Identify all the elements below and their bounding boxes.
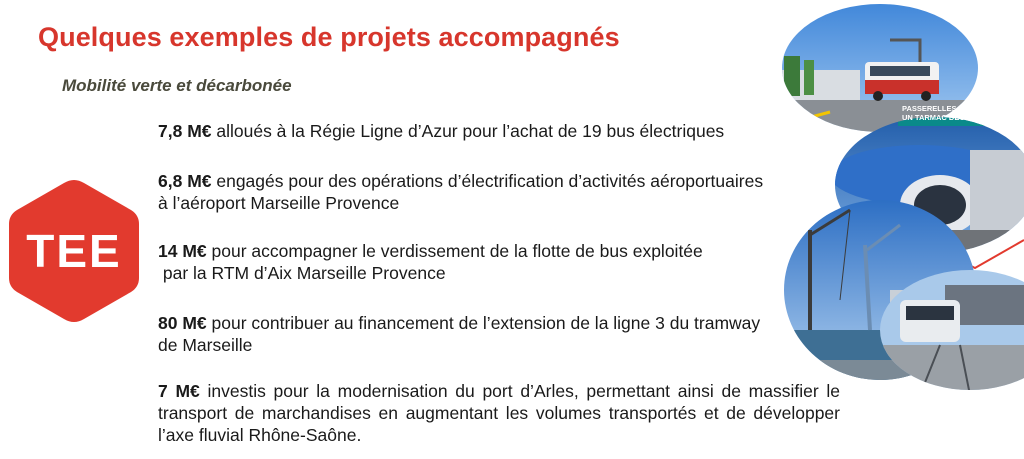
item-text: investis pour la modernisation du port d’Arles, permettant ainsi de massifier le transport de marchandises en augmentant les volumes transportés et de développer l’axe fluvial Rhône-Saône. [158,381,841,445]
page-title: Quelques exemples de projets accompagnés [38,22,620,52]
list-item [158,170,763,214]
photo-collage [770,0,1024,459]
list-item [158,380,840,446]
item-text: alloués à la Régie Ligne d’Azur pour l’achat de 19 bus électriques [211,121,725,141]
item-amount: 80 M€ [158,313,207,333]
item-text-continued: à l’aéroport Marseille Provence [158,193,400,213]
list-item [158,240,703,284]
item-amount: 14 M€ [158,241,207,261]
tee-badge [5,176,143,326]
photo-collage-graphic [770,0,1024,459]
item-amount: 7 M€ [158,381,200,401]
badge-label: TEE [26,225,122,277]
section-subtitle: Mobilité verte et décarbonée [62,76,292,95]
airport-banner-text: PASSERELLES CONNECTÉES UN TARMAC DÉCARBONÉ [902,104,1011,122]
item-text: pour contribuer au financement de l’extension de la ligne 3 du tramway [206,313,761,333]
list-item [158,120,724,142]
item-text-continued: par la RTM d’Aix Marseille Provence [158,263,446,283]
item-amount: 7,8 M€ [158,121,212,141]
item-text-continued: de Marseille [158,335,253,355]
list-item [158,312,760,356]
item-text: engagés pour des opérations d’électrification d’activités aéroportuaires [211,171,764,191]
item-text: pour accompagner le verdissement de la flotte de bus exploitée [206,241,703,261]
item-amount: 6,8 M€ [158,171,212,191]
